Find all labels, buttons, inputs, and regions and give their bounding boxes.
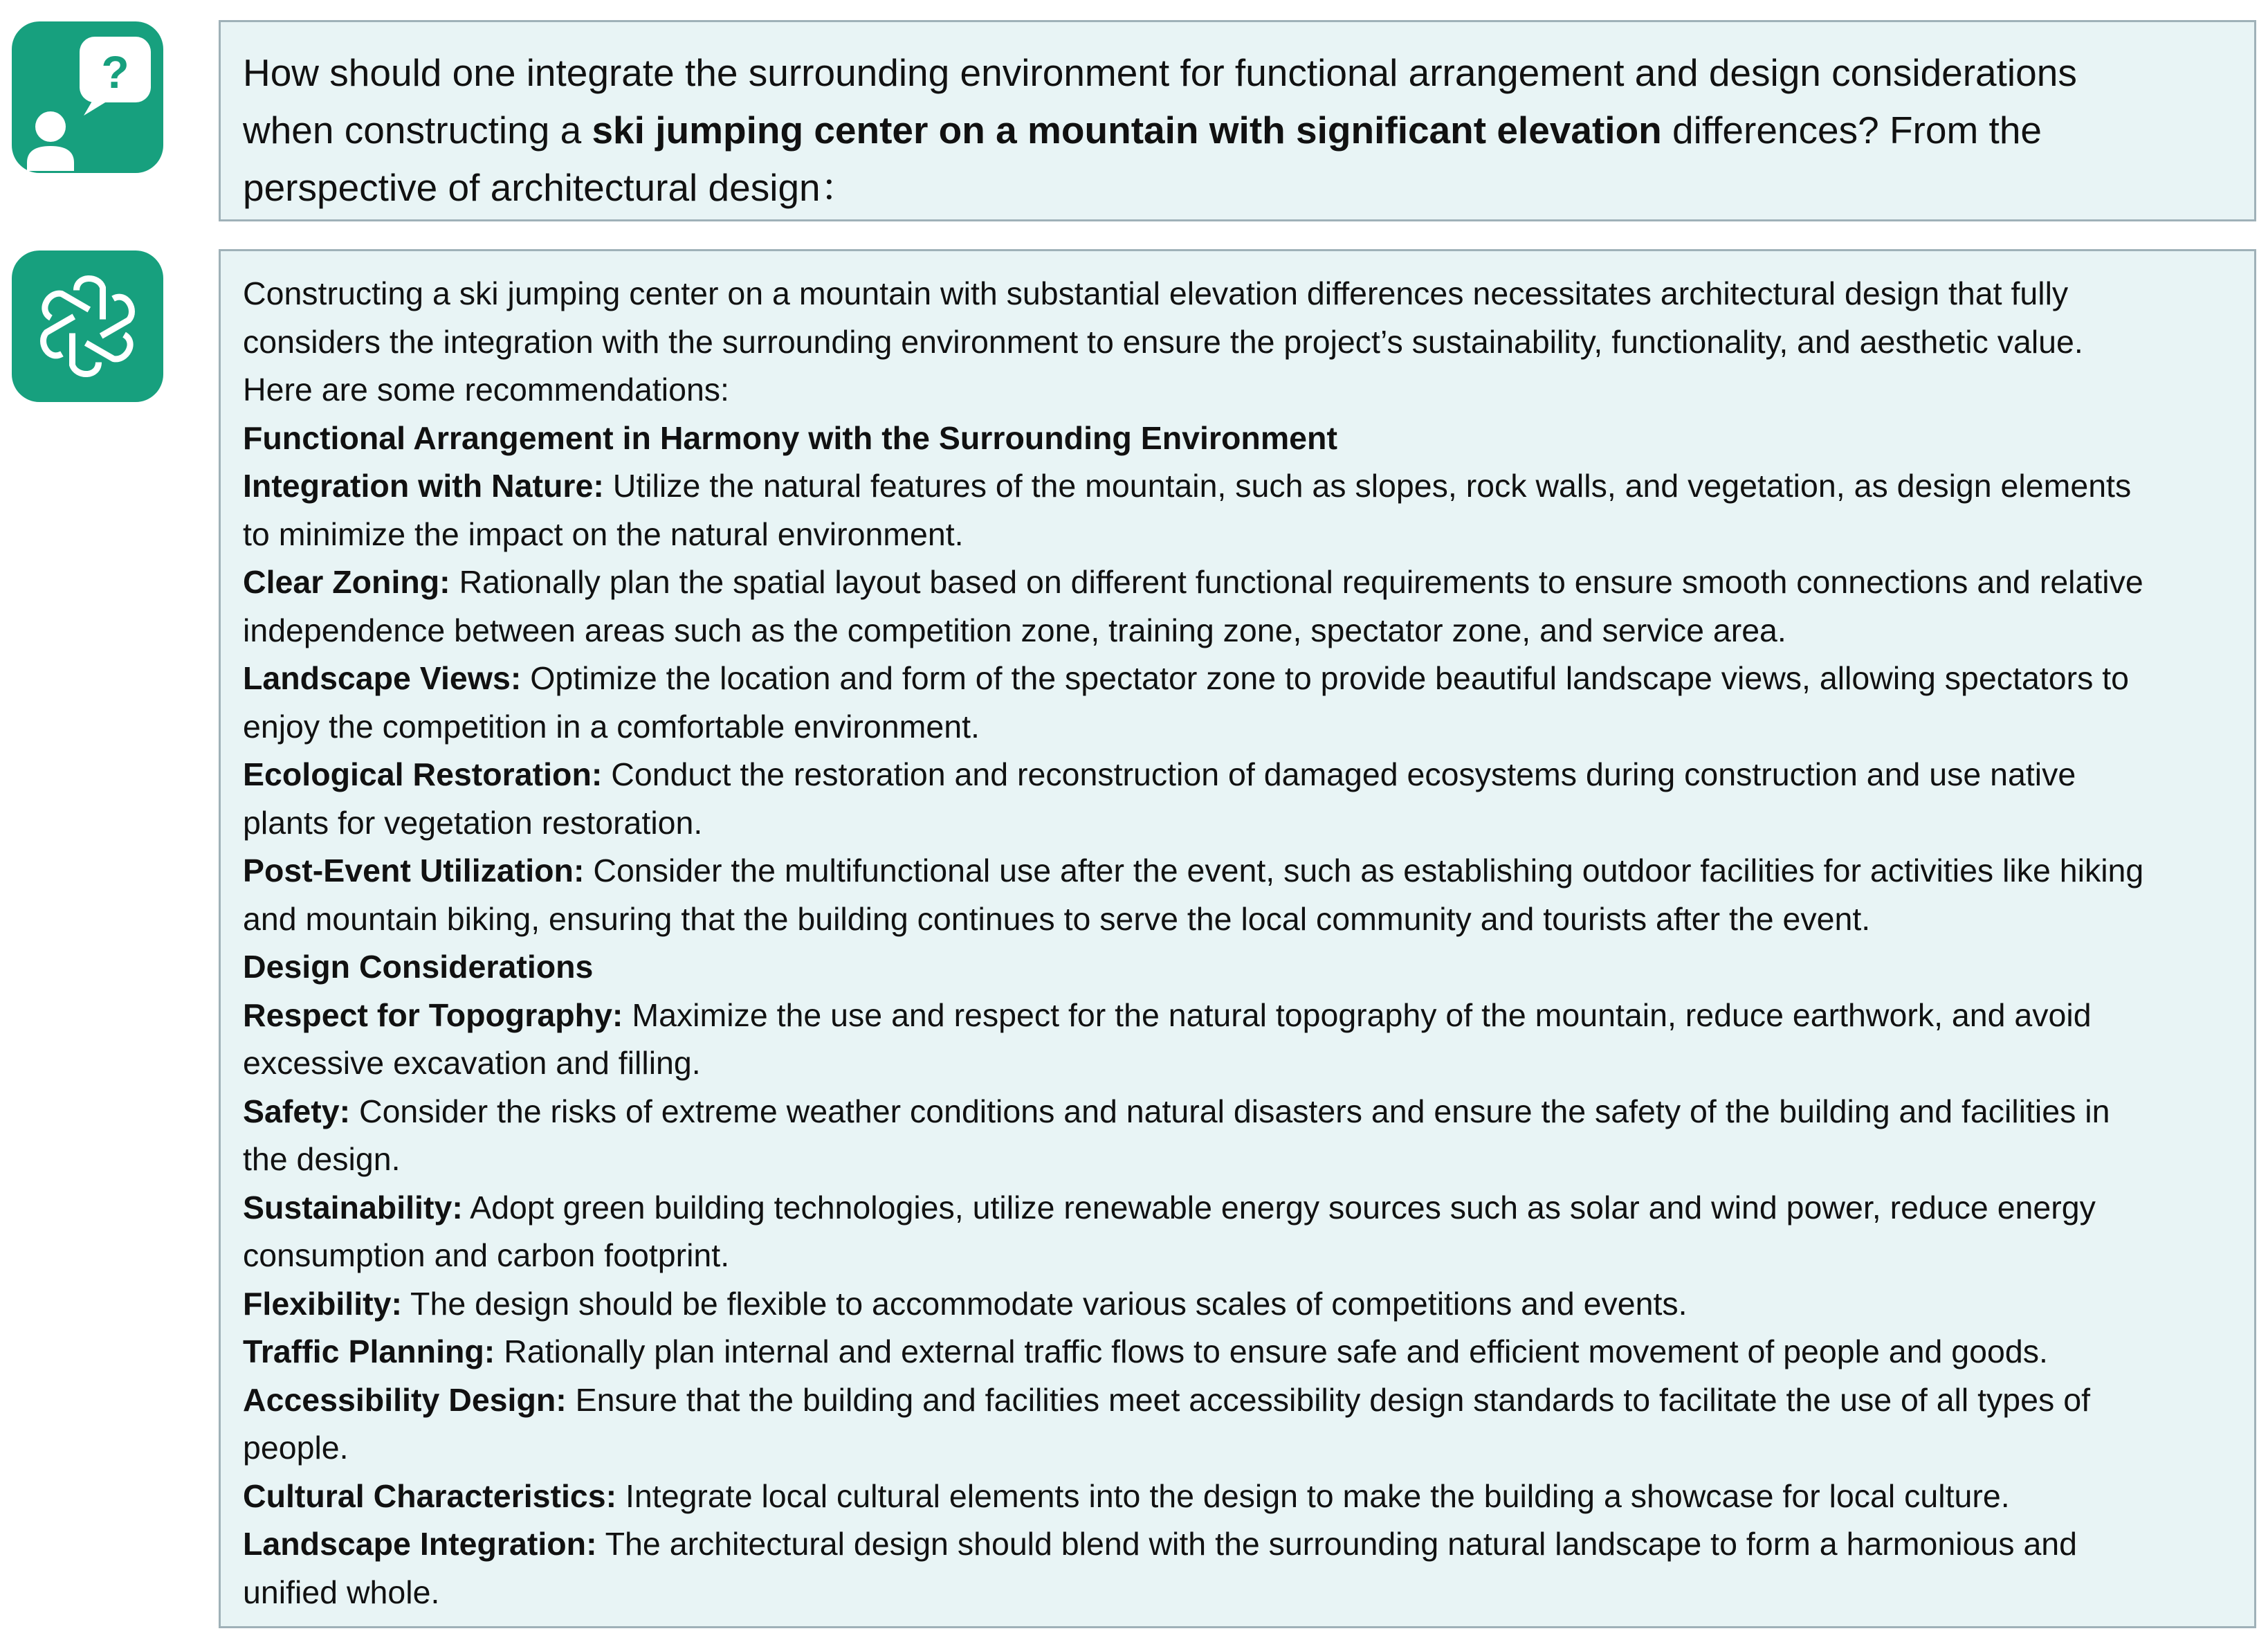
- list-item: Cultural Characteristics: Integrate local cultural elements into the design to make the building a showcase for local culture.: [243, 1477, 2010, 1514]
- answer-bubble: [219, 249, 2256, 1628]
- user-avatar: [12, 21, 163, 173]
- list-item-cont: plants for vegetation restoration.: [243, 804, 703, 841]
- list-item-cont: the design.: [243, 1141, 401, 1177]
- chatgpt-logo-icon: [12, 250, 163, 402]
- intro-line: Here are some recommendations:: [243, 372, 729, 408]
- list-item-cont: unified whole.: [243, 1574, 440, 1610]
- list-item: Accessibility Design: Ensure that the building and facilities meet accessibility design standards to facilitate the use of all types of: [243, 1381, 2090, 1418]
- section-heading-design-considerations: Design Considerations: [243, 949, 594, 985]
- list-item-cont: enjoy the competition in a comfortable environment.: [243, 708, 980, 745]
- question-bubble: [219, 20, 2256, 221]
- list-item: Post-Event Utilization: Consider the multifunctional use after the event, such as establishing outdoor facilities for activities like hiking: [243, 853, 2144, 889]
- list-item-cont: and mountain biking, ensuring that the building continues to serve the local community and tourists after the event.: [243, 900, 1871, 937]
- list-item-cont: consumption and carbon footprint.: [243, 1237, 730, 1273]
- list-item: Flexibility: The design should be flexible to accommodate various scales of competitions and events.: [243, 1285, 1688, 1322]
- list-item-cont: to minimize the impact on the natural environment.: [243, 516, 964, 552]
- list-item-cont: independence between areas such as the competition zone, training zone, spectator zone, and service area.: [243, 612, 1786, 648]
- question-line-1: How should one integrate the surrounding environment for functional arrangement and design considerations: [243, 51, 2077, 94]
- user-question-icon: [12, 21, 163, 173]
- list-item: Respect for Topography: Maximize the use and respect for the natural topography of the mountain, reduce earthwork, and avoid: [243, 996, 2092, 1033]
- list-item-cont: people.: [243, 1430, 349, 1466]
- list-item: Safety: Consider the risks of extreme weather conditions and natural disasters and ensure the safety of the building and facilities in: [243, 1093, 2110, 1129]
- question-line-3: perspective of architectural design：: [243, 166, 859, 209]
- list-item: Traffic Planning: Rationally plan internal and external traffic flows to ensure safe and efficient movement of people and goods.: [243, 1333, 2048, 1369]
- svg-text:?: ?: [101, 46, 129, 98]
- intro-line: considers the integration with the surrounding environment to ensure the project’s sustainability, functionality, and aesthetic value.: [243, 323, 2083, 360]
- assistant-avatar: [12, 250, 163, 402]
- question-line-2: when constructing a ski jumping center on a mountain with significant elevation differences? From the: [243, 109, 2042, 152]
- list-item: Landscape Views: Optimize the location and form of the spectator zone to provide beautiful landscape views, allowing spectators to: [243, 660, 2130, 696]
- list-item: Landscape Integration: The architectural design should blend with the surrounding natural landscape to form a harmonious and: [243, 1526, 2078, 1562]
- list-item: Sustainability: Adopt green building technologies, utilize renewable energy sources such as solar and wind power, reduce energy: [243, 1189, 2096, 1226]
- section-heading-functional-arrangement: Functional Arrangement in Harmony with the Surrounding Environment: [243, 419, 1337, 456]
- list-item-cont: excessive excavation and filling.: [243, 1045, 701, 1081]
- question-emphasis: ski jumping center on a mountain with significant elevation: [592, 109, 1662, 152]
- intro-line: Constructing a ski jumping center on a mountain with substantial elevation differences necessitates architectural design that fully: [243, 275, 2069, 311]
- list-item: Clear Zoning: Rationally plan the spatial layout based on different functional requirements to ensure smooth connections and relative: [243, 564, 2143, 600]
- list-item: Integration with Nature: Utilize the natural features of the mountain, such as slopes, rock walls, and vegetation, as design elements: [243, 468, 2132, 504]
- list-item: Ecological Restoration: Conduct the restoration and reconstruction of damaged ecosystems during construction and use native: [243, 756, 2076, 792]
